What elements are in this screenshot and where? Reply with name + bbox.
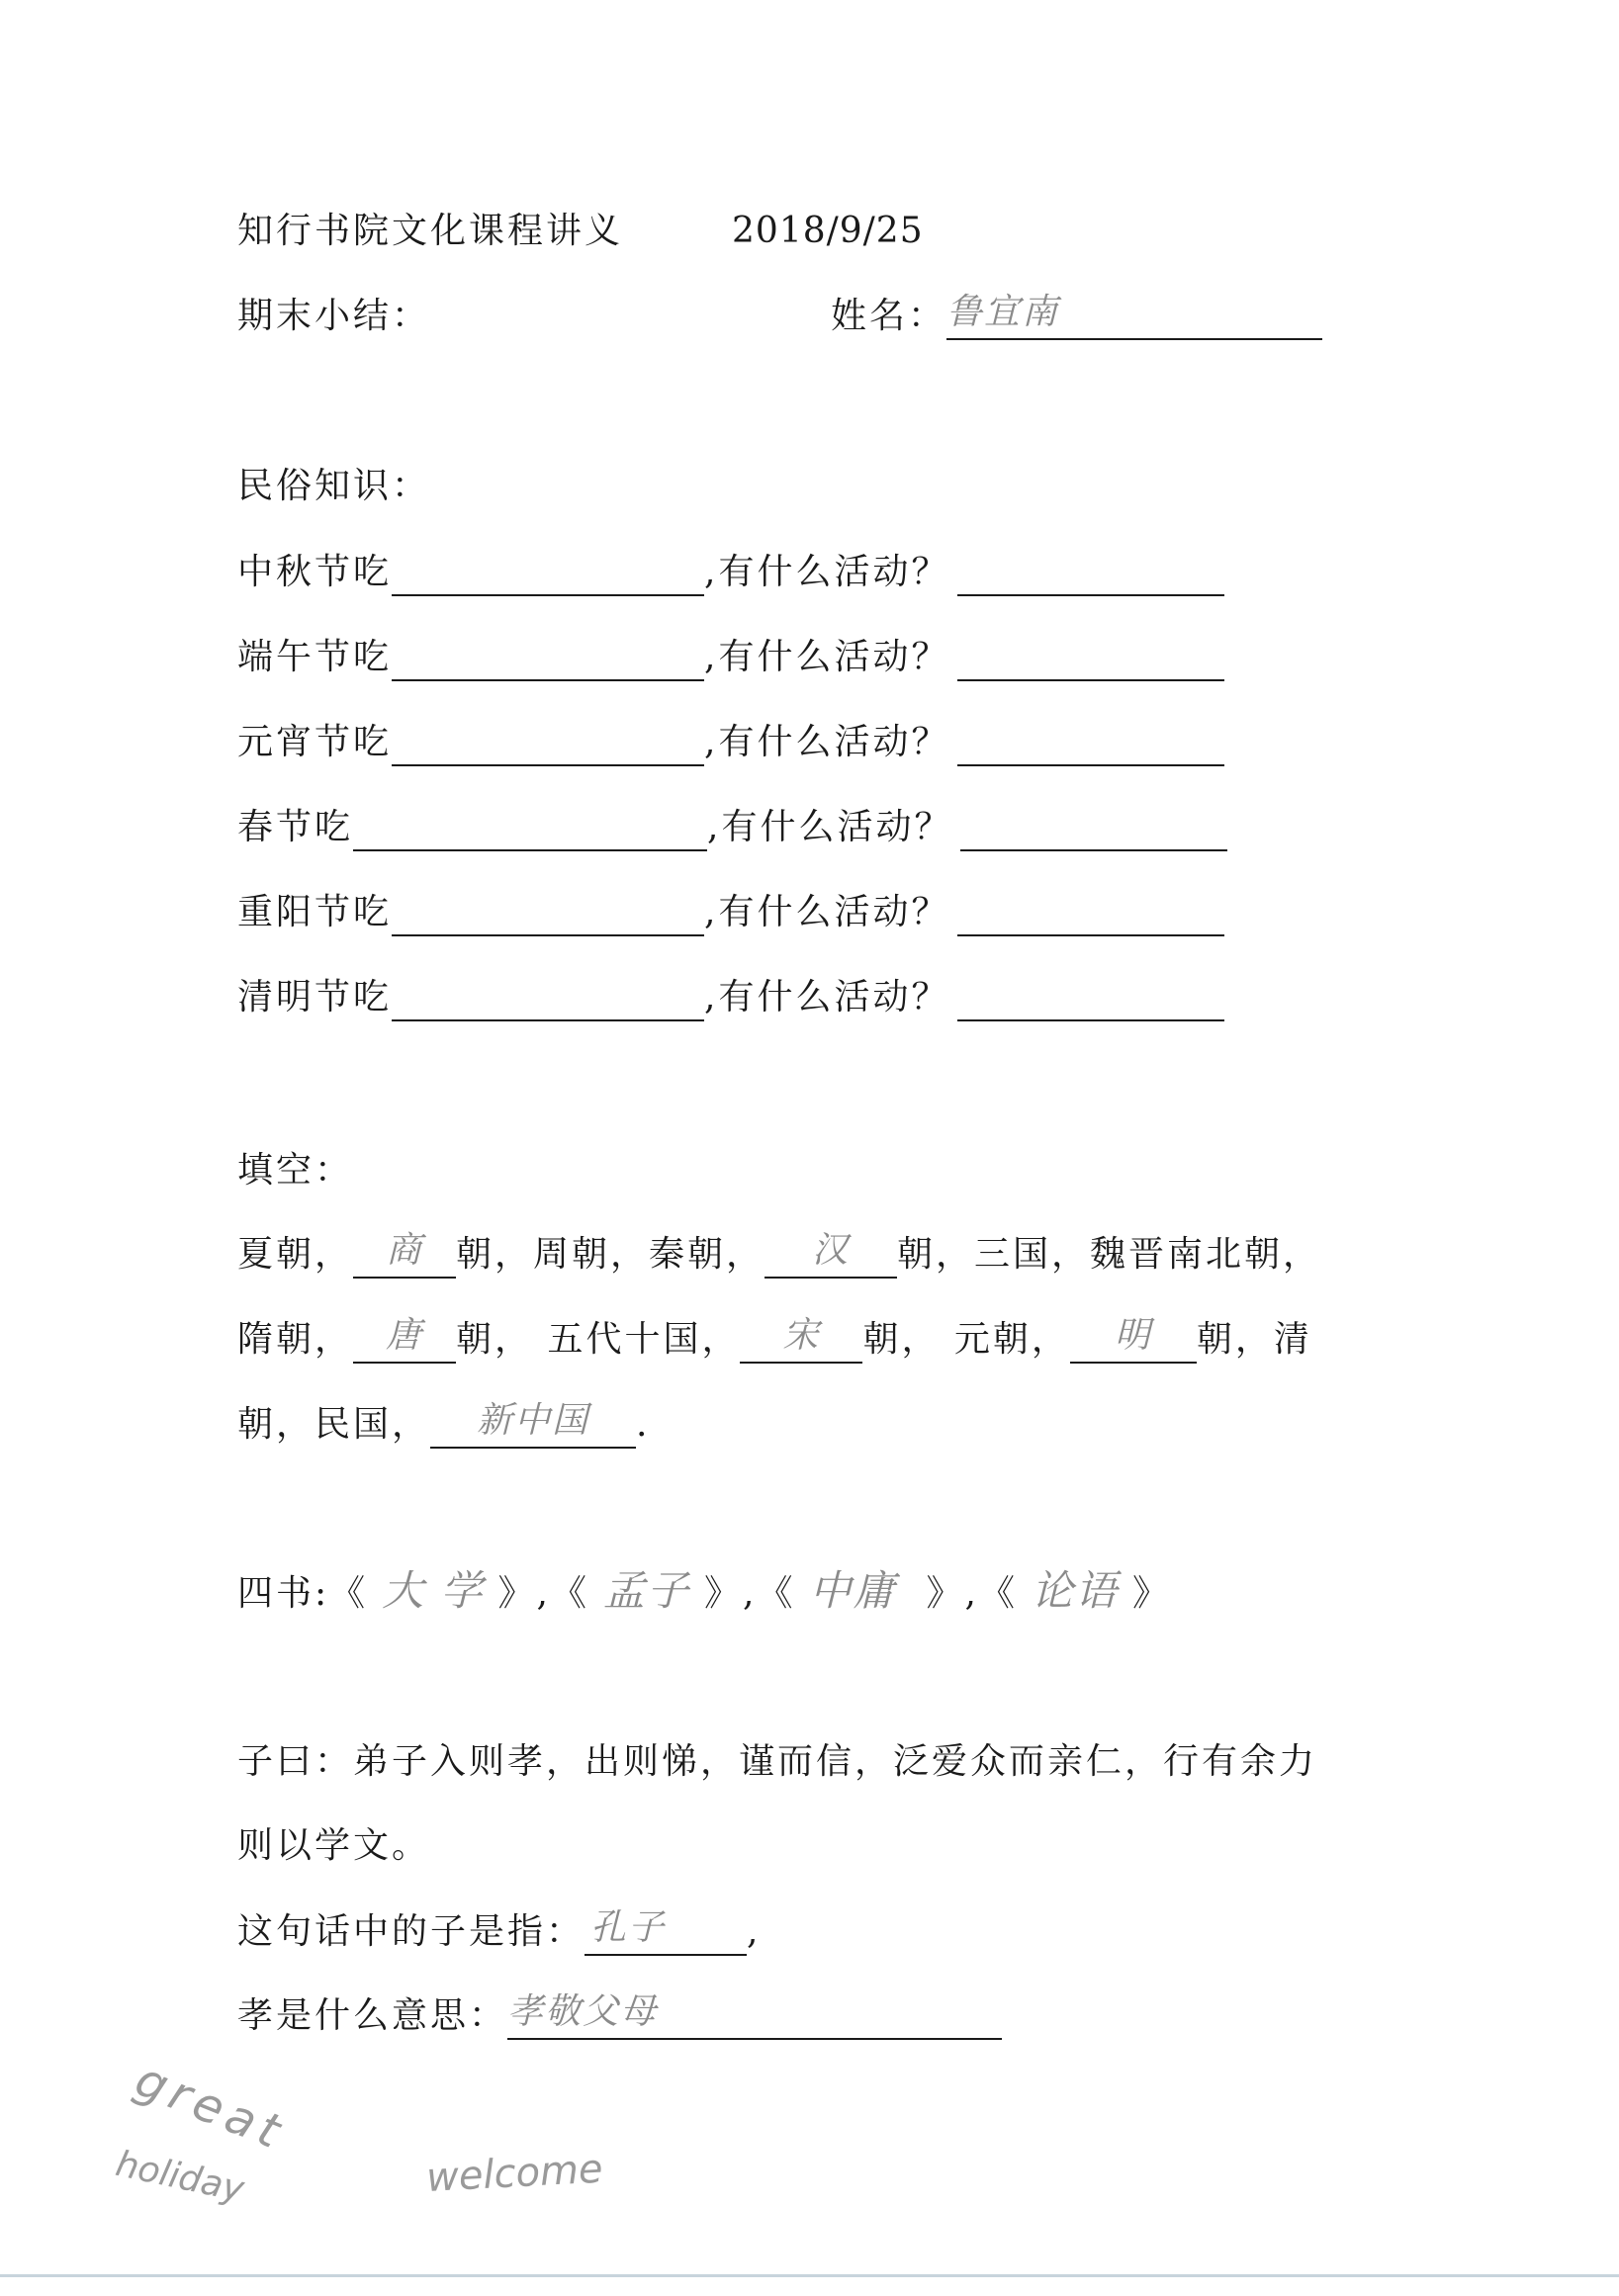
dynasty-blank[interactable] [740,1315,862,1364]
book-bracket: 《 [757,1573,796,1614]
dynasty-text: 朝，民国， [237,1404,431,1445]
dynasty-blank[interactable] [353,1315,456,1364]
folk-row [237,974,1224,1021]
activity-field[interactable] [957,551,1224,596]
confucius-quote: 子曰：弟子入则孝，出则悌，谨而信，泛爱众而亲仁，行有余力 [237,1741,1318,1782]
name-value: 鲁宜南 [946,292,1060,332]
dynasty-blank[interactable] [353,1230,456,1279]
dynasty-text: 朝，清 [1196,1319,1312,1360]
question-xiao-answer: 孝敬父母 [507,1991,659,2032]
summary-row [237,293,430,340]
scan-edge [0,2274,1619,2277]
course-title: 知行书院文化课程讲义 [237,211,624,251]
dynasty-text: 朝， 五代十国， [456,1319,741,1360]
folk-row [237,889,1224,936]
header-title-row [237,208,924,255]
dynasty-answer: 宋 [782,1315,821,1356]
question-xiao-label: 孝是什么意思： [237,1995,508,2036]
question-zi-field[interactable] [585,1907,747,1956]
activity-prompt: ,有什么活动？ [707,807,953,847]
book-bracket: 》, [926,1573,979,1614]
summary-label: 期末小结： [237,296,431,336]
dynasty-answer: 新中国 [477,1400,590,1441]
book-bracket: 》, [497,1573,551,1614]
dynasty-text: 朝， 元朝， [862,1319,1070,1360]
book-answer: 论语 [1031,1566,1119,1615]
activity-field[interactable] [960,806,1227,851]
food-field[interactable] [392,891,704,936]
food-field[interactable] [392,721,704,766]
name-label: 姓名： [831,296,947,336]
name-row [831,293,1322,340]
food-field[interactable] [392,976,704,1021]
dynasty-blank[interactable] [1070,1315,1197,1364]
food-field[interactable] [392,551,704,596]
activity-prompt: ,有什么活动？ [704,977,950,1017]
dynasty-text: 夏朝， [237,1234,354,1275]
book-bracket: 《 [329,1573,369,1614]
question-xiao-row [237,1992,1002,2040]
book-bracket: 》 [1131,1573,1171,1614]
folk-heading-text: 民俗知识： [237,466,431,506]
doodle-welcome: welcome [425,2146,604,2201]
dynasty-text: 朝，三国，魏晋南北朝， [897,1234,1322,1275]
dynasty-blank[interactable] [765,1230,897,1279]
festival-label: 中秋节吃 [237,552,393,592]
activity-field[interactable] [957,891,1224,936]
festival-label: 元宵节吃 [237,722,393,762]
folk-row [237,804,1227,851]
activity-field[interactable] [957,636,1224,681]
question-zi-answer: 孔子 [590,1907,667,1948]
quote-line-1 [237,1738,1317,1786]
dynasty-answer: 商 [386,1230,424,1271]
question-zi-end: , [747,1911,762,1952]
festival-label: 清明节吃 [237,977,393,1017]
doodle-holiday: holiday [112,2144,248,2211]
book-bracket: 》, [704,1573,758,1614]
confucius-quote-end: 则以学文。 [237,1825,431,1866]
dynasty-text: 朝，周朝，秦朝， [456,1234,765,1275]
fill-heading-text: 填空： [237,1150,354,1191]
four-books-label: 四书: [237,1573,330,1614]
activity-prompt: ,有什么活动？ [704,637,950,677]
dynasty-text: . [636,1404,651,1445]
dynasty-blank[interactable] [430,1400,636,1449]
name-field[interactable] [946,292,1322,340]
book-answer: 孟子 [602,1566,690,1615]
question-xiao-field[interactable] [507,1991,1002,2040]
festival-label: 重阳节吃 [237,892,393,932]
activity-prompt: ,有什么活动？ [704,552,950,592]
question-zi-row [237,1908,761,1956]
activity-field[interactable] [957,721,1224,766]
book-answer: 大 学 [382,1566,485,1615]
festival-label: 端午节吃 [237,637,393,677]
book-answer: 中庸 [809,1566,897,1615]
folk-row [237,549,1224,596]
dynasty-line-2 [237,1316,1312,1364]
folk-row [237,719,1224,766]
dynasty-answer: 明 [1114,1315,1152,1356]
dynasty-answer: 唐 [386,1315,424,1356]
handout-date: 2018/9/25 [732,211,924,251]
folk-row [237,634,1224,681]
question-zi-label: 这句话中的子是指： [237,1911,585,1952]
festival-label: 春节吃 [237,807,354,847]
dynasty-answer: 汉 [812,1230,851,1271]
fill-heading [237,1147,353,1194]
folk-heading [237,463,430,510]
food-field[interactable] [392,636,704,681]
dynasty-line-3 [237,1401,650,1449]
activity-field[interactable] [957,976,1224,1021]
activity-prompt: ,有什么活动？ [704,892,950,932]
quote-line-2 [237,1822,430,1870]
food-field[interactable] [353,806,707,851]
doodle-great: great [128,2052,294,2163]
book-bracket: 《 [550,1573,589,1614]
book-bracket: 《 [978,1573,1018,1614]
dynasty-line-1 [237,1231,1321,1279]
activity-prompt: ,有什么活动？ [704,722,950,762]
four-books-row [237,1567,1171,1618]
dynasty-text: 隋朝， [237,1319,354,1360]
